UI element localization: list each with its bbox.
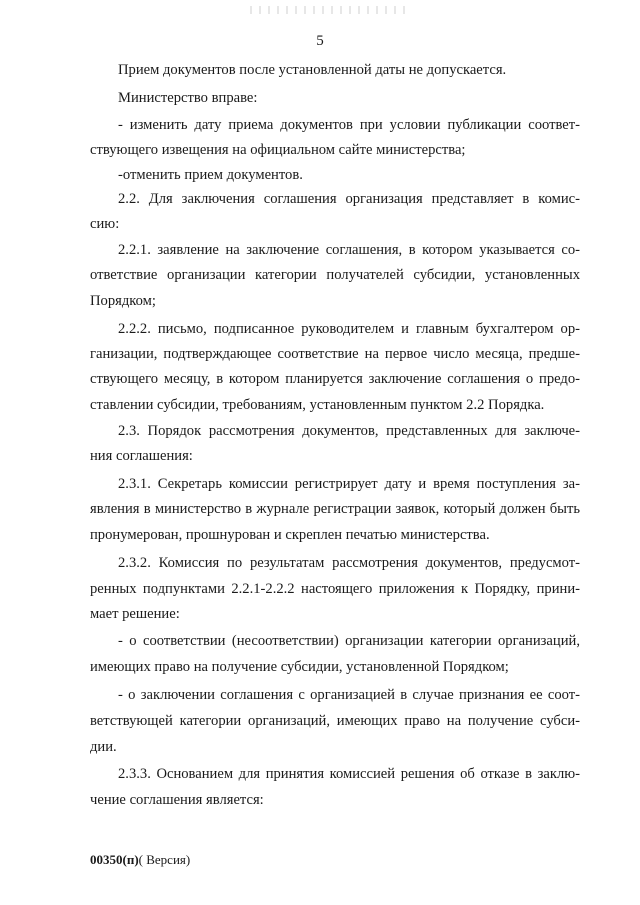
text-line: Министерство вправе: xyxy=(118,90,258,106)
text-line: Прием документов после установленной даты не допускается. xyxy=(118,62,507,78)
text-line: сию: xyxy=(90,216,120,232)
text-line: пронумерован, прошнурован и скреплен печатью министерства. xyxy=(90,527,490,543)
text-line: 2.2. Для заключения соглашения организация представляет в комис- xyxy=(118,191,580,207)
text-line: 2.3. Порядок рассмотрения документов, представленных для заключе- xyxy=(118,423,580,439)
text-line: ганизации, подтверждающее соответствие на первое число месяца, предше- xyxy=(90,346,580,362)
text-line: Порядком; xyxy=(90,293,156,309)
text-line: 2.2.2. письмо, подписанное руководителем и главным бухгалтером ор- xyxy=(118,321,580,337)
text-line: - изменить дату приема документов при условии публикации соответ- xyxy=(118,117,580,133)
text-line: 2.3.2. Комиссия по результатам рассмотрения документов, предусмот- xyxy=(118,555,580,571)
text-line: - о заключении соглашения с организацией в случае признания ее соот- xyxy=(118,687,580,703)
footer-version xyxy=(90,852,190,868)
text-line: ния соглашения: xyxy=(90,448,193,464)
text-line: 2.2.1. заявление на заключение соглашения, в котором указывается со- xyxy=(118,242,580,258)
footer-version-label: ( Версия) xyxy=(138,852,191,867)
text-line: 2.3.3. Основанием для принятия комиссией решения об отказе в заклю- xyxy=(118,766,580,782)
scan-artifact xyxy=(250,6,410,14)
text-line: мает решение: xyxy=(90,606,180,622)
text-line: - о соответствии (несоответствии) организации категории организаций, xyxy=(118,633,580,649)
text-line: имеющих право на получение субсидии, установленной Порядком; xyxy=(90,659,509,675)
text-line: ренных подпунктами 2.2.1-2.2.2 настоящего приложения к Порядку, прини- xyxy=(90,581,580,597)
text-line: ствующего извещения на официальном сайте министерства; xyxy=(90,142,466,158)
text-line: ставлении субсидии, требованиям, установленным пунктом 2.2 Порядка. xyxy=(90,397,545,413)
text-line: ветствующей категории организаций, имеющих право на получение субси- xyxy=(90,713,580,729)
page-number: 5 xyxy=(316,33,324,49)
footer-code: 00350(п) xyxy=(90,852,139,867)
text-line: ствующего месяцу, в котором планируется заключение соглашения о предо- xyxy=(90,371,580,387)
text-line: чение соглашения является: xyxy=(90,792,264,808)
text-line: явления в министерство в журнале регистрации заявок, который должен быть xyxy=(90,501,580,517)
text-line: -отменить прием документов. xyxy=(118,167,303,183)
text-line: дии. xyxy=(90,739,117,755)
text-line: ответствие организации категории получателей субсидии, установленных xyxy=(90,267,580,283)
text-line: 2.3.1. Секретарь комиссии регистрирует дату и время поступления за- xyxy=(118,476,580,492)
